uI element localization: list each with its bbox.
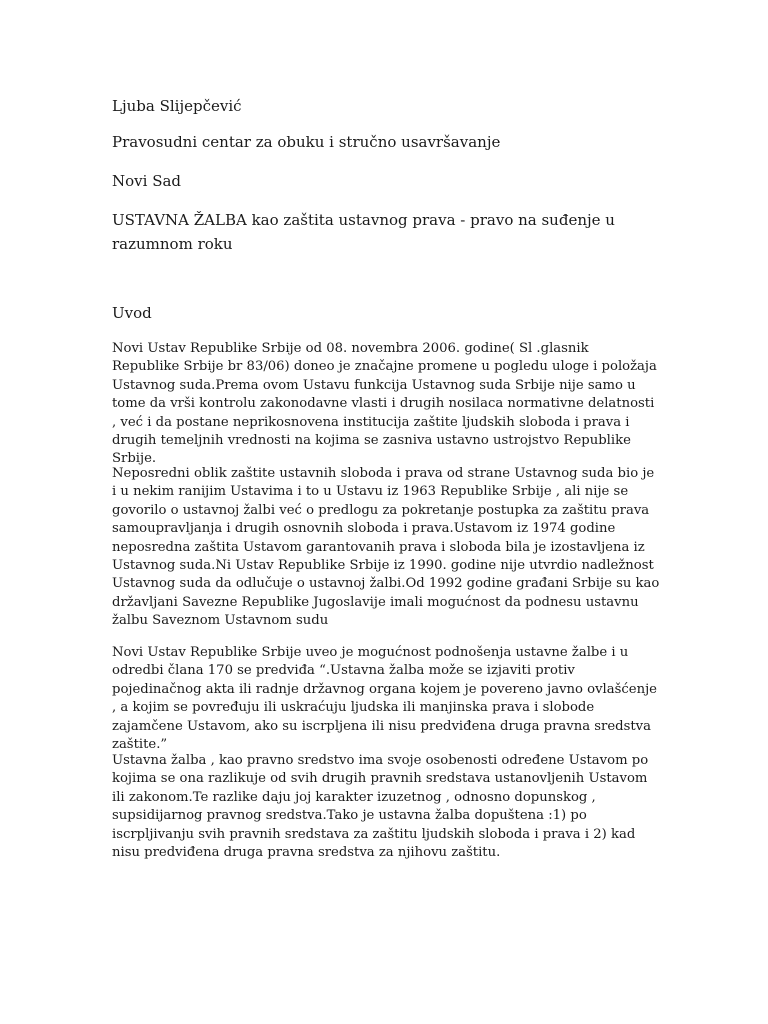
institution-name: Pravosudni centar za obuku i stručno usavršavanje: [112, 133, 501, 151]
paragraph-2: Neposredni oblik zaštite ustavnih sloboda i prava od strane Ustavnog suda bio je i u nekim ranijim Ustavima i to u Ustavu iz 1963 Republike Srbije , ali nije se govorilo o ustavnoj žalbi već o predlogu za pokretanje postupka za zaštitu prava samoupravljanja i drugih osnovnih sloboda i prava.Ustavom iz 1974 godine neposredna zaštita Ustavom garantovanih prava i sloboda bila je izostavljena iz Ustavnog suda.Ni Ustav Republike Srbije iz 1990. godine nije utvrdio nadležnost Ustavnog suda da odlučuje o ustavnoj žalbi.Od 1992 godine građani Srbije su kao državljani Savezne Republike Jugoslavije imali mogućnost da podnesu ustavnu žalbu Saveznom Ustavnom sudu: [112, 466, 660, 629]
paragraph-1: Novi Ustav Republike Srbije od 08. novembra 2006. godine( Sl .glasnik Republike Srbije br 83/06) doneo je značajne promene u pogledu uloge i položaja Ustavnog suda.Prema ovom Ustavu funkcija Ustavnog suda Srbije nije samo u tome da vrši kontrolu zakonodavne vlasti i drugih nosilaca normativne delatnosti , već i da postane neprikosnovena institucija zaštite ljudskih sloboda i prava i drugih temeljnih vrednosti na kojima se zasniva ustavno ustrojstvo Republike Srbije.: [112, 341, 657, 467]
paragraph-3: Novi Ustav Republike Srbije uveo je mogućnost podnošenja ustavne žalbe i u odredbi člana 170 se predviđa “.Ustavna žalba može se izjaviti protiv pojedinačnog akta ili radnje državnog organa kojem je povereno javno ovlašćenje , a kojim se povređuju ili uskraćuju ljudska ili manjinska prava i slobode zajamčene Ustavom, ako su iscrpljena ili nisu predviđena druga pravna sredstva zaštite.”: [112, 645, 657, 753]
document-title: USTAVNA ŽALBA kao zaštita ustavnog prava - pravo na suđenje u razumnom roku: [112, 211, 615, 253]
city-name: Novi Sad: [112, 172, 182, 190]
section-heading: Uvod: [112, 304, 152, 322]
paragraph-4: Ustavna žalba , kao pravno sredstvo ima svoje osobenosti određene Ustavom po kojima se ona razlikuje od svih drugih pravnih sredstava ustanovljenih Ustavom ili zakonom.Te razlike daju joj karakter izuzetnog , odnosno dopunskog , supsidijarnog pravnog sredstva.Tako je ustavna žalba dopuštena :1) po iscrpljivanju svih pravnih sredstava za zaštitu ljudskih sloboda i prava i 2) kad nisu predviđena druga pravna sredstva za njihovu zaštitu.: [112, 753, 649, 861]
author-name: Ljuba Slijepčević: [112, 97, 242, 115]
